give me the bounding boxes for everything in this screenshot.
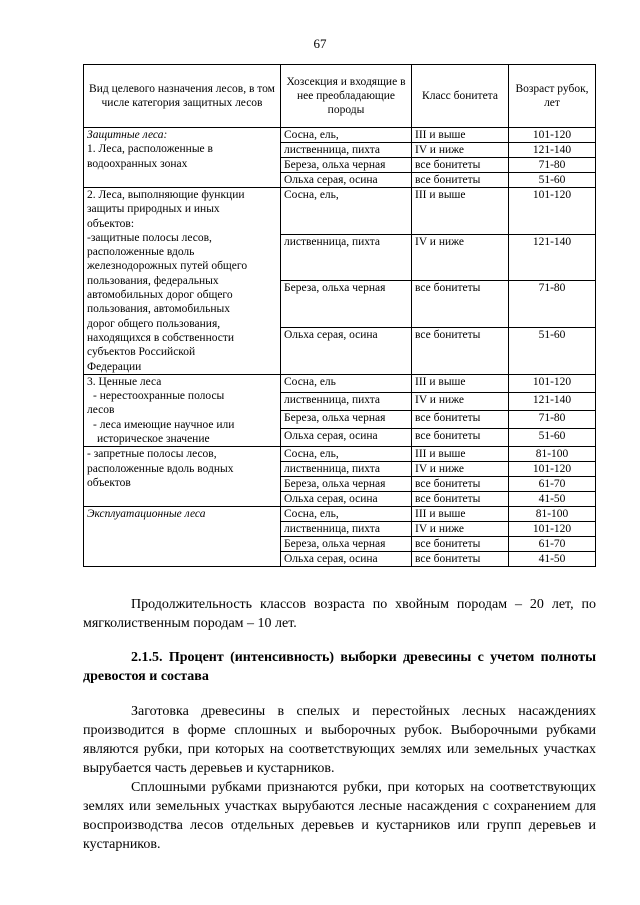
bonitet-cell: все бонитеты xyxy=(412,492,509,507)
forest-category-line: дорог общего пользования, xyxy=(87,317,221,330)
duration-paragraph xyxy=(83,595,596,633)
cutting-age-cell: 61-70 xyxy=(509,537,596,552)
bonitet-cell: III и выше xyxy=(412,507,509,522)
forest-category-line: водоохранных зонах xyxy=(87,157,188,170)
cutting-age-cell: 101-120 xyxy=(509,188,596,235)
species-cell: лиственница, пихта xyxy=(281,234,412,281)
forest-category-line: железнодорожных путей общего xyxy=(87,260,248,273)
table-row xyxy=(84,507,596,522)
forest-category-line: субъектов Российской xyxy=(87,346,196,359)
species-cell: Сосна, ель, xyxy=(281,188,412,235)
species-cell: Береза, ольха черная xyxy=(281,281,412,328)
species-cell: Ольха серая, осина xyxy=(281,552,412,567)
cutting-age-cell: 61-70 xyxy=(509,477,596,492)
table-row xyxy=(84,447,596,462)
duration-text: Продолжительность классов возраста по хвойным породам – 20 лет, по мягколиственным породам – 10 лет. xyxy=(83,597,596,631)
bonitet-cell: III и выше xyxy=(412,188,509,235)
forest-category-line: расположенные вдоль водных xyxy=(87,462,234,475)
bonitet-cell: все бонитеты xyxy=(412,429,509,447)
bonitet-cell: III и выше xyxy=(412,447,509,462)
bonitet-cell: все бонитеты xyxy=(412,281,509,328)
cutting-age-cell: 101-120 xyxy=(509,522,596,537)
cutting-age-cell: 71-80 xyxy=(509,158,596,173)
bonitet-cell: IV и ниже xyxy=(412,522,509,537)
cutting-age-cell: 41-50 xyxy=(509,492,596,507)
cutting-age-cell: 121-140 xyxy=(509,143,596,158)
forest-category-cell xyxy=(84,507,281,567)
forest-category-cell xyxy=(84,128,281,188)
bonitet-cell: все бонитеты xyxy=(412,477,509,492)
forest-category-line: объектов: xyxy=(87,217,135,230)
header-species-section: Хозсекция и входящие в нее преобладающие породы xyxy=(281,65,412,128)
cutting-age-cell: 81-100 xyxy=(509,447,596,462)
cutting-age-cell: 51-60 xyxy=(509,429,596,447)
forest-category-line: пользования, федеральных xyxy=(87,274,219,287)
paragraph-selective-cutting: Заготовка древесины в спелых и перестойных лесных насаждениях производится в форме сплошных и выборочных рубок. Выборочными рубками являются рубки, при которых на соответствующих землях или земельных участках вырубается часть деревьев и кустарников. xyxy=(83,704,596,776)
cutting-age-cell: 101-120 xyxy=(509,374,596,392)
species-cell: Береза, ольха черная xyxy=(281,537,412,552)
cutting-age-cell: 51-60 xyxy=(509,328,596,375)
forest-category-cell xyxy=(84,188,281,375)
cutting-age-cell: 101-120 xyxy=(509,462,596,477)
species-cell: Сосна, ель, xyxy=(281,507,412,522)
species-cell: лиственница, пихта xyxy=(281,462,412,477)
forest-category-line: - запретные полосы лесов, xyxy=(87,448,217,461)
forest-category-line: пользования, автомобильных xyxy=(87,303,230,316)
forest-category-line: автомобильных дорог общего xyxy=(87,289,233,302)
forest-category-cell xyxy=(84,447,281,507)
species-cell: Сосна, ель, xyxy=(281,128,412,143)
species-cell: Ольха серая, осина xyxy=(281,173,412,188)
forest-category-line: лесов xyxy=(87,404,115,417)
cutting-age-cell: 41-50 xyxy=(509,552,596,567)
species-cell: лиственница, пихта xyxy=(281,522,412,537)
forest-category-line: 3. Ценные леса xyxy=(87,375,162,388)
table-row xyxy=(84,188,596,235)
table-header-row xyxy=(84,65,596,128)
forest-category-line: 1. Леса, расположенные в xyxy=(87,143,213,156)
bonitet-cell: все бонитеты xyxy=(412,411,509,429)
forest-category-line: 2. Леса, выполняющие функции xyxy=(87,189,245,201)
species-cell: Береза, ольха черная xyxy=(281,411,412,429)
species-cell: Сосна, ель, xyxy=(281,447,412,462)
cutting-age-cell: 101-120 xyxy=(509,128,596,143)
bonitet-cell: IV и ниже xyxy=(412,392,509,410)
forest-category-cell xyxy=(84,374,281,446)
cutting-age-cell: 81-100 xyxy=(509,507,596,522)
forest-category-line: Эксплуатационные леса xyxy=(87,508,206,521)
forest-category-line: Защитные леса: xyxy=(87,129,168,141)
bonitet-cell: все бонитеты xyxy=(412,158,509,173)
cutting-age-cell: 71-80 xyxy=(509,411,596,429)
table-body xyxy=(84,128,596,567)
body-paragraphs xyxy=(83,702,596,854)
bonitet-cell: все бонитеты xyxy=(412,552,509,567)
section-heading-text: 2.1.5. Процент (интенсивность) выборки древесины с учетом полноты древостоя и состава xyxy=(83,650,596,684)
bonitet-cell: III и выше xyxy=(412,374,509,392)
species-cell: лиственница, пихта xyxy=(281,392,412,410)
forest-category-line: защиты природных и иных xyxy=(87,203,220,216)
bonitet-cell: все бонитеты xyxy=(412,537,509,552)
cutting-age-cell: 121-140 xyxy=(509,234,596,281)
species-cell: Береза, ольха черная xyxy=(281,477,412,492)
species-cell: Береза, ольха черная xyxy=(281,158,412,173)
cutting-age-cell: 71-80 xyxy=(509,281,596,328)
table-row xyxy=(84,374,596,392)
bonitet-cell: все бонитеты xyxy=(412,173,509,188)
bonitet-cell: IV и ниже xyxy=(412,234,509,281)
forest-category-line: находящихся в собственности xyxy=(87,331,235,344)
section-heading xyxy=(83,648,596,686)
bonitet-cell: IV и ниже xyxy=(412,462,509,477)
forest-category-line: - леса имеющие научное или xyxy=(93,418,235,431)
cutting-age-cell: 121-140 xyxy=(509,392,596,410)
forest-category-line: расположенные вдоль xyxy=(87,246,195,259)
forest-category-line: историческое значение xyxy=(97,433,210,446)
forest-category-line: объектов xyxy=(87,476,131,489)
forest-category-line: - нерестоохранные полосы xyxy=(93,390,225,403)
page-number: 67 xyxy=(313,36,327,51)
species-cell: Ольха серая, осина xyxy=(281,492,412,507)
bonitet-cell: III и выше xyxy=(412,128,509,143)
cutting-age-table xyxy=(83,64,596,567)
forest-category-line: -защитные полосы лесов, xyxy=(87,231,212,244)
header-forest-purpose: Вид целевого назначения лесов, в том числе категория защитных лесов xyxy=(84,65,281,128)
cutting-age-cell: 51-60 xyxy=(509,173,596,188)
species-cell: Ольха серая, осина xyxy=(281,328,412,375)
bonitet-cell: все бонитеты xyxy=(412,328,509,375)
table-row xyxy=(84,128,596,143)
forest-category-line: Федерации xyxy=(87,360,142,373)
header-bonitet-class: Класс бонитета xyxy=(412,65,509,128)
bonitet-cell: IV и ниже xyxy=(412,143,509,158)
species-cell: Ольха серая, осина xyxy=(281,429,412,447)
species-cell: лиственница, пихта xyxy=(281,143,412,158)
species-cell: Сосна, ель xyxy=(281,374,412,392)
header-cutting-age: Возраст рубок, лет xyxy=(509,65,596,128)
paragraph-clear-cutting: Сплошными рубками признаются рубки, при которых на соответствующих землях или земельных участках вырубаются лесные насаждения с сохранением для воспроизводства лесов отдельных деревьев и кустарников или групп деревьев и кустарников. xyxy=(83,780,596,852)
